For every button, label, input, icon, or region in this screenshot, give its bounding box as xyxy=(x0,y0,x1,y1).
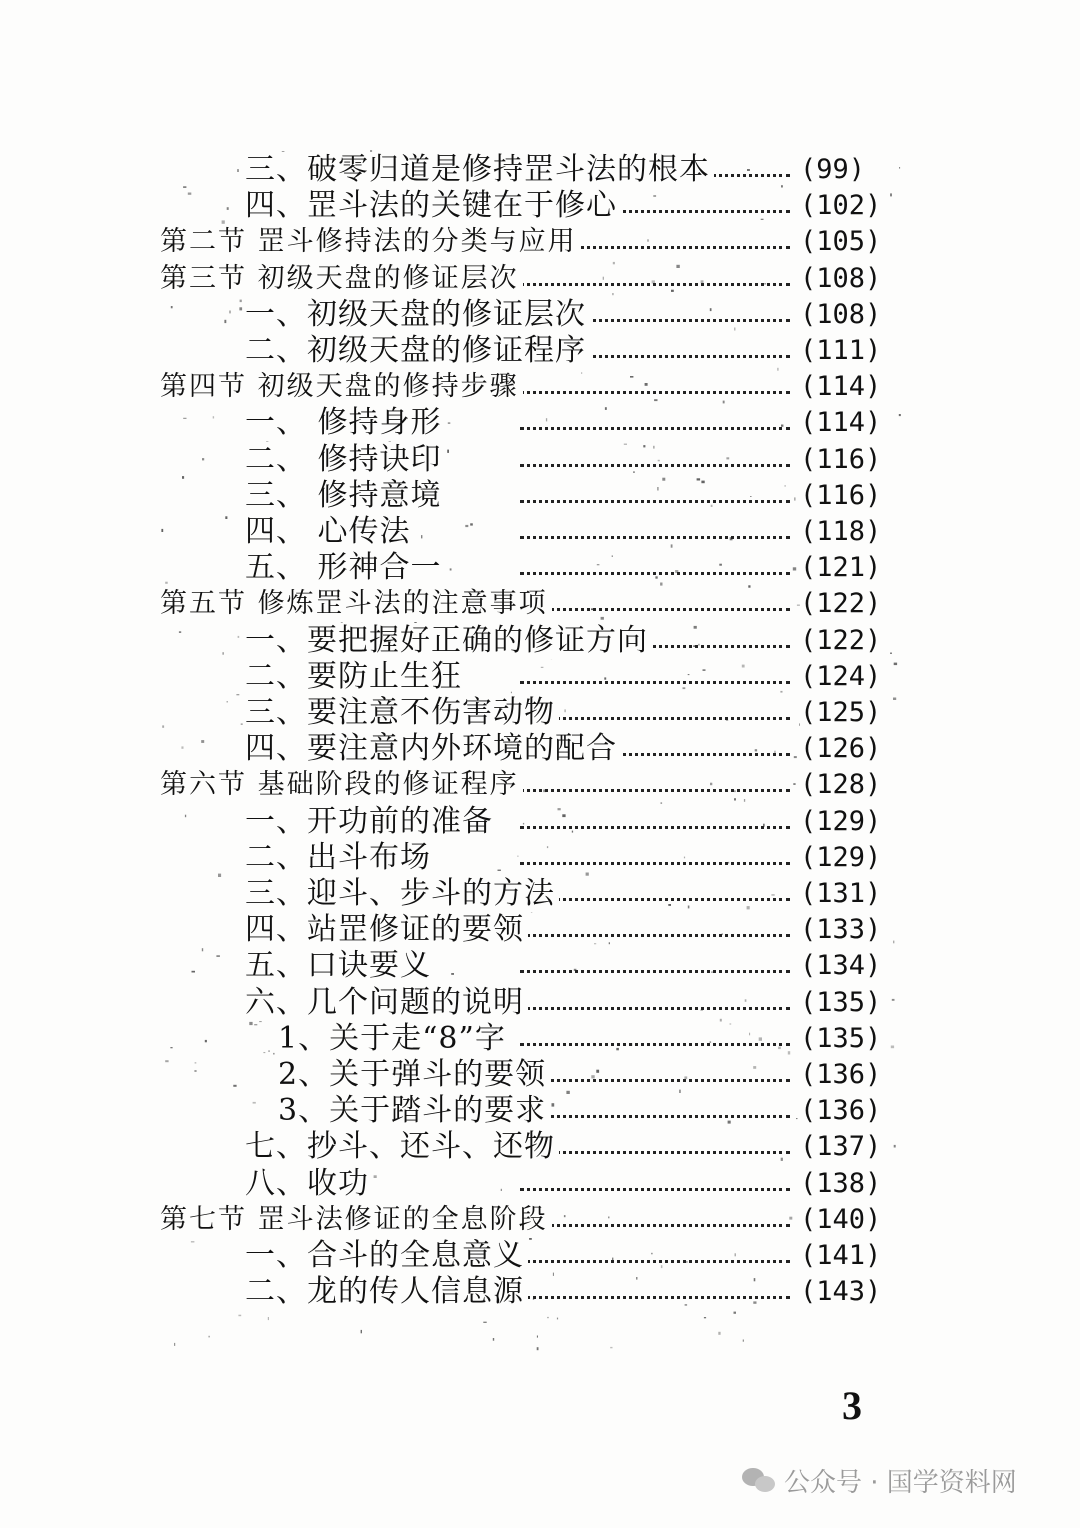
toc-entry-row xyxy=(0,1129,1080,1165)
toc-entry-row xyxy=(0,695,1080,731)
toc-entry-row xyxy=(0,876,1080,912)
dot-leader xyxy=(520,826,790,829)
toc-entry-row xyxy=(0,948,1080,984)
toc-entry-title: 第二节 罡斗修持法的分类与应用 xyxy=(160,224,581,260)
toc-entry-page: (125) xyxy=(800,695,890,731)
toc-entry-page: (128) xyxy=(800,767,890,803)
toc-entry-row xyxy=(0,550,1080,586)
toc-entry-row xyxy=(0,1057,1080,1093)
toc-entry-title: 三、 修持意境 xyxy=(245,478,446,514)
toc-entry-row xyxy=(0,659,1080,695)
toc-entry-title: 二、初级天盘的修证程序 xyxy=(245,333,590,369)
dot-leader xyxy=(520,862,790,865)
toc-entry-page: (108) xyxy=(800,297,890,333)
toc-entry-title: 四、 心传法 xyxy=(245,514,415,550)
dot-leader xyxy=(520,970,790,973)
toc-entry-page: (129) xyxy=(800,840,890,876)
toc-entry-row xyxy=(0,405,1080,441)
toc-entry-row xyxy=(0,152,1080,188)
toc-entry-title: 五、口诀要义 xyxy=(245,948,435,984)
toc-entry-page: (102) xyxy=(800,188,890,224)
toc-entry-row xyxy=(0,1021,1080,1057)
toc-entry-title: 第七节 罡斗法修证的全息阶段 xyxy=(160,1202,552,1238)
toc-entry-row xyxy=(0,442,1080,478)
toc-entry-title: 三、要注意不伤害动物 xyxy=(245,695,559,731)
page-number: 3 xyxy=(842,1383,862,1428)
dot-leader xyxy=(520,1007,790,1010)
dot-leader xyxy=(520,572,790,575)
toc-entry-title: 1、关于走“8”字 xyxy=(278,1021,510,1057)
toc-entry-row xyxy=(0,1166,1080,1202)
toc-entry-title: 一、合斗的全息意义 xyxy=(245,1238,528,1274)
toc-entry-page: (131) xyxy=(800,876,890,912)
dot-leader xyxy=(520,464,790,467)
toc-entry-title: 第五节 修炼罡斗法的注意事项 xyxy=(160,586,552,622)
toc-entry-page: (122) xyxy=(800,586,890,622)
toc-entry-title: 二、 修持诀印 xyxy=(245,442,446,478)
dot-leader xyxy=(520,934,790,937)
toc-entry-title: 七、抄斗、还斗、还物 xyxy=(245,1129,559,1165)
toc-entry-title: 八、收功 xyxy=(245,1166,373,1202)
toc-entry-page: (134) xyxy=(800,948,890,984)
toc-entry-page: (141) xyxy=(800,1238,890,1274)
toc-entry-title: 二、出斗布场 xyxy=(245,840,435,876)
toc-entry-row xyxy=(0,188,1080,224)
toc-entry-title: 一、要把握好正确的修证方向 xyxy=(245,623,652,659)
toc-section-row xyxy=(0,767,1080,803)
toc-entry-page: (116) xyxy=(800,442,890,478)
dot-leader xyxy=(520,500,790,503)
toc-entry-row xyxy=(0,333,1080,369)
toc-entry-title: 四、罡斗法的关键在于修心 xyxy=(245,188,621,224)
dot-leader xyxy=(520,898,790,901)
toc-entry-row xyxy=(0,804,1080,840)
toc-entry-page: (137) xyxy=(800,1129,890,1165)
toc-entry-row xyxy=(0,297,1080,333)
dot-leader xyxy=(520,681,790,684)
toc-entry-page: (126) xyxy=(800,731,890,767)
toc-entry-row xyxy=(0,514,1080,550)
watermark-text: 公众号 · 国学资料网 xyxy=(784,1468,1017,1498)
toc-entry-page: (136) xyxy=(800,1093,890,1129)
dot-leader xyxy=(520,717,790,720)
toc-entry-page: (136) xyxy=(800,1057,890,1093)
dot-leader xyxy=(520,1079,790,1082)
toc-entry-page: (138) xyxy=(800,1166,890,1202)
dot-leader xyxy=(520,1043,790,1046)
toc-entry-title: 五、 形神合一 xyxy=(245,550,446,586)
toc-entry-page: (114) xyxy=(800,405,890,441)
toc-entry-title: 第四节 初级天盘的修持步骤 xyxy=(160,369,523,405)
toc-entry-page: (124) xyxy=(800,659,890,695)
toc-entry-page: (108) xyxy=(800,261,890,297)
toc-entry-page: (135) xyxy=(800,985,890,1021)
toc-entry-title: 一、 修持身形 xyxy=(245,405,446,441)
toc-section-row xyxy=(0,1202,1080,1238)
toc-entry-page: (122) xyxy=(800,623,890,659)
dot-leader xyxy=(520,1188,790,1191)
toc-entry-row xyxy=(0,731,1080,767)
toc-entry-title: 四、要注意内外环境的配合 xyxy=(245,731,621,767)
toc-section-row xyxy=(0,261,1080,297)
toc-entry-page: (143) xyxy=(800,1274,890,1310)
dot-leader xyxy=(520,391,790,394)
toc-entry-page: (99) xyxy=(800,152,890,188)
toc-entry-row xyxy=(0,623,1080,659)
toc-entry-row xyxy=(0,985,1080,1021)
dot-leader xyxy=(520,1260,790,1263)
dot-leader xyxy=(520,427,790,430)
dot-leader xyxy=(520,1151,790,1154)
toc-entry-page: (129) xyxy=(800,804,890,840)
toc-entry-title: 第六节 基础阶段的修证程序 xyxy=(160,767,523,803)
toc-section-row xyxy=(0,224,1080,260)
wechat-icon xyxy=(742,1466,776,1496)
toc-entry-row xyxy=(0,1093,1080,1129)
toc-entry-title: 一、初级天盘的修证层次 xyxy=(245,297,590,333)
toc-entry-page: (111) xyxy=(800,333,890,369)
toc-entry-title: 3、关于踏斗的要求 xyxy=(278,1093,550,1129)
toc-entry-page: (118) xyxy=(800,514,890,550)
toc-entry-row xyxy=(0,912,1080,948)
toc-entry-page: (114) xyxy=(800,369,890,405)
toc-entry-row xyxy=(0,1238,1080,1274)
toc-entry-title: 四、站罡修证的要领 xyxy=(245,912,528,948)
toc-entry-row xyxy=(0,840,1080,876)
toc-entry-page: (140) xyxy=(800,1202,890,1238)
toc-entry-page: (121) xyxy=(800,550,890,586)
toc-entry-title: 二、龙的传人信息源 xyxy=(245,1274,528,1310)
toc-entry-title: 2、关于弹斗的要领 xyxy=(278,1057,550,1093)
toc-entry-row xyxy=(0,478,1080,514)
toc-entry-title: 二、要防止生狂 xyxy=(245,659,466,695)
toc-entry-title: 六、几个问题的说明 xyxy=(245,985,528,1021)
toc-section-row xyxy=(0,369,1080,405)
toc-entry-title: 一、开功前的准备 xyxy=(245,804,497,840)
toc-entry-page: (105) xyxy=(800,224,890,260)
dot-leader xyxy=(520,1115,790,1118)
dot-leader xyxy=(520,283,790,286)
dot-leader xyxy=(520,789,790,792)
watermark xyxy=(742,1462,1017,1499)
toc-entry-row xyxy=(0,1274,1080,1310)
toc-entry-title: 三、迎斗、步斗的方法 xyxy=(245,876,559,912)
toc-entry-page: (135) xyxy=(800,1021,890,1057)
dot-leader xyxy=(520,1296,790,1299)
toc-entry-page: (116) xyxy=(800,478,890,514)
dot-leader xyxy=(520,536,790,539)
toc-section-row xyxy=(0,586,1080,622)
dot-leader xyxy=(520,608,790,611)
toc-entry-page: (133) xyxy=(800,912,890,948)
dot-leader xyxy=(520,1224,790,1227)
toc-entry-title: 三、破零归道是修持罡斗法的根本 xyxy=(245,152,714,188)
toc-entry-title: 第三节 初级天盘的修证层次 xyxy=(160,261,523,297)
